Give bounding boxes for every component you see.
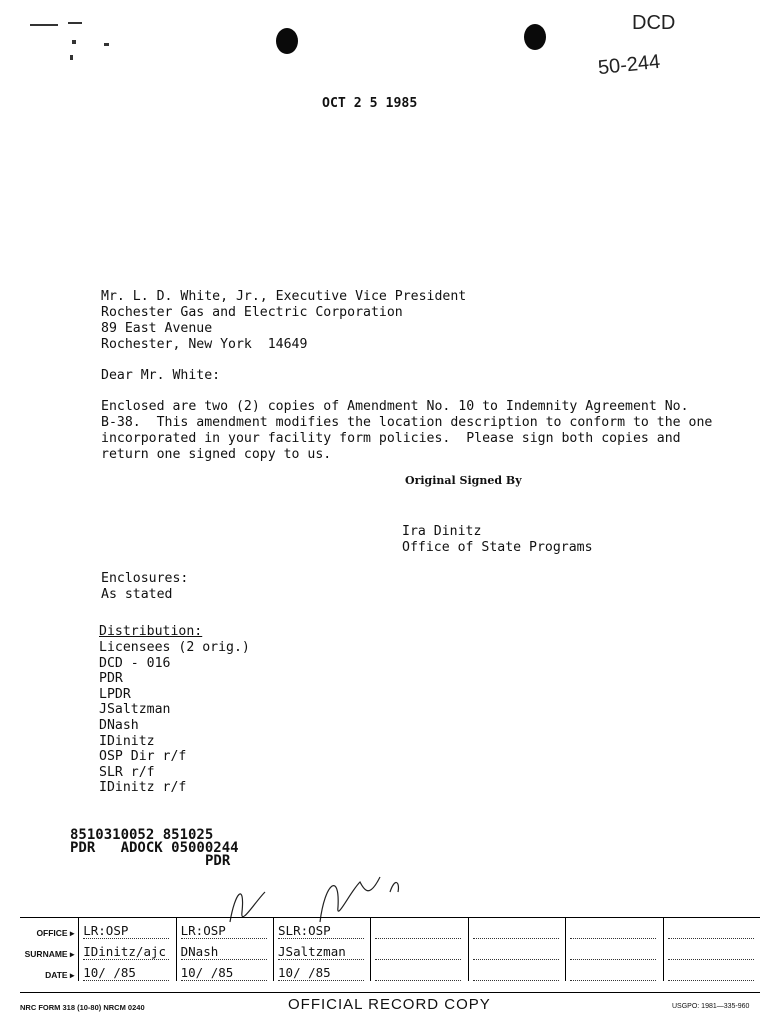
handwritten-code: DCD <box>632 12 676 34</box>
routing-cell <box>79 918 176 939</box>
routing-cell-value <box>570 923 656 939</box>
printer-code: USGPO: 1981—335-960 <box>672 1003 750 1010</box>
routing-cell <box>566 939 663 960</box>
routing-cell <box>79 960 176 981</box>
enclosures-value: As stated <box>101 587 173 602</box>
routing-cell-value: IDinitz/ajc <box>83 944 169 960</box>
scan-speck <box>104 43 109 46</box>
routing-cell-value <box>668 944 754 960</box>
form-number: NRC FORM 318 (10-80) NRCM 0240 <box>20 1003 145 1012</box>
scan-speck <box>30 24 58 26</box>
distribution-item: DCD - 016 <box>99 655 171 671</box>
distribution-item: LPDR <box>99 686 131 702</box>
distribution-item: SLR r/f <box>99 764 155 780</box>
document-code-line: 8510310052 851025 <box>70 827 214 843</box>
distribution-item: IDinitz r/f <box>99 780 187 796</box>
routing-cell-value: LR:OSP <box>83 923 169 939</box>
routing-cell <box>176 918 273 939</box>
routing-row-surname <box>20 939 760 960</box>
address-line: Rochester, New York 14649 <box>101 337 308 352</box>
handwritten-docket: 50-244 <box>596 50 662 80</box>
routing-cell <box>371 960 468 981</box>
routing-cell <box>663 939 760 960</box>
table-bottom-rule <box>20 992 760 993</box>
routing-cell <box>371 918 468 939</box>
routing-cell <box>79 939 176 960</box>
distribution-list <box>99 640 250 796</box>
letter-date: OCT 2 5 1985 <box>322 96 418 111</box>
body-line: B-38. This amendment modifies the location description to conform to the one <box>101 415 713 430</box>
routing-cell-value <box>668 923 754 939</box>
address-line: Rochester Gas and Electric Corporation <box>101 305 403 320</box>
routing-cell <box>566 960 663 981</box>
body-line: return one signed copy to us. <box>101 447 332 462</box>
routing-cell-value: 10/ /85 <box>83 965 169 981</box>
routing-cell <box>176 960 273 981</box>
routing-cell-value: DNash <box>181 944 267 960</box>
official-record-copy: OFFICIAL RECORD COPY <box>288 996 491 1013</box>
routing-cell <box>274 960 371 981</box>
routing-cell <box>274 918 371 939</box>
routing-cell <box>468 939 565 960</box>
routing-cell <box>663 960 760 981</box>
signature-stamp: Original Signed By <box>405 474 522 487</box>
scan-speck <box>72 40 76 44</box>
address-line: Mr. L. D. White, Jr., Executive Vice President <box>101 289 467 304</box>
routing-cell <box>468 960 565 981</box>
routing-cell-value <box>570 944 656 960</box>
document-code-line: PDR ADOCK 05000244 <box>70 840 239 856</box>
salutation: Dear Mr. White: <box>101 368 221 383</box>
routing-cell-value <box>668 965 754 981</box>
routing-cell-value <box>473 923 559 939</box>
enclosures-label: Enclosures: <box>101 571 189 586</box>
routing-cell-value <box>375 965 461 981</box>
address-line: 89 East Avenue <box>101 321 213 336</box>
signer-name: Ira Dinitz <box>402 524 482 539</box>
routing-row-label: DATE ▸ <box>45 970 75 980</box>
signer-office: Office of State Programs <box>402 540 593 555</box>
body-line: Enclosed are two (2) copies of Amendment No. 10 to Indemnity Agreement No. <box>101 399 689 414</box>
scan-speck <box>70 55 73 60</box>
routing-row-office <box>20 918 760 939</box>
distribution-item: IDinitz <box>99 733 155 749</box>
routing-row-label: SURNAME ▸ <box>24 949 75 959</box>
routing-cell-value: LR:OSP <box>181 923 267 939</box>
distribution-item: DNash <box>99 717 139 733</box>
routing-row-date <box>20 960 760 981</box>
punch-hole <box>276 28 298 54</box>
body-line: incorporated in your facility form policies. Please sign both copies and <box>101 431 681 446</box>
routing-cell <box>566 918 663 939</box>
routing-cell <box>371 939 468 960</box>
document-code-line: PDR <box>205 853 231 869</box>
routing-cell-value: SLR:OSP <box>278 923 364 939</box>
scan-speck <box>68 22 82 24</box>
routing-cell-value: 10/ /85 <box>181 965 267 981</box>
punch-hole <box>524 24 546 50</box>
routing-table <box>20 918 760 981</box>
routing-cell-value: 10/ /85 <box>278 965 364 981</box>
distribution-item: OSP Dir r/f <box>99 749 187 765</box>
routing-cell <box>663 918 760 939</box>
routing-row-label: OFFICE ▸ <box>36 928 75 938</box>
routing-cell-value <box>473 965 559 981</box>
distribution-item: JSaltzman <box>99 702 171 718</box>
routing-cell-value <box>473 944 559 960</box>
distribution-item: PDR <box>99 671 123 687</box>
distribution-item: Licensees (2 orig.) <box>99 640 250 655</box>
routing-cell <box>176 939 273 960</box>
routing-cell-value: JSaltzman <box>278 944 364 960</box>
routing-cell <box>468 918 565 939</box>
distribution-label: Distribution: <box>99 624 203 639</box>
routing-cell-value <box>375 923 461 939</box>
routing-cell-value <box>570 965 656 981</box>
routing-cell-value <box>375 944 461 960</box>
routing-cell <box>274 939 371 960</box>
